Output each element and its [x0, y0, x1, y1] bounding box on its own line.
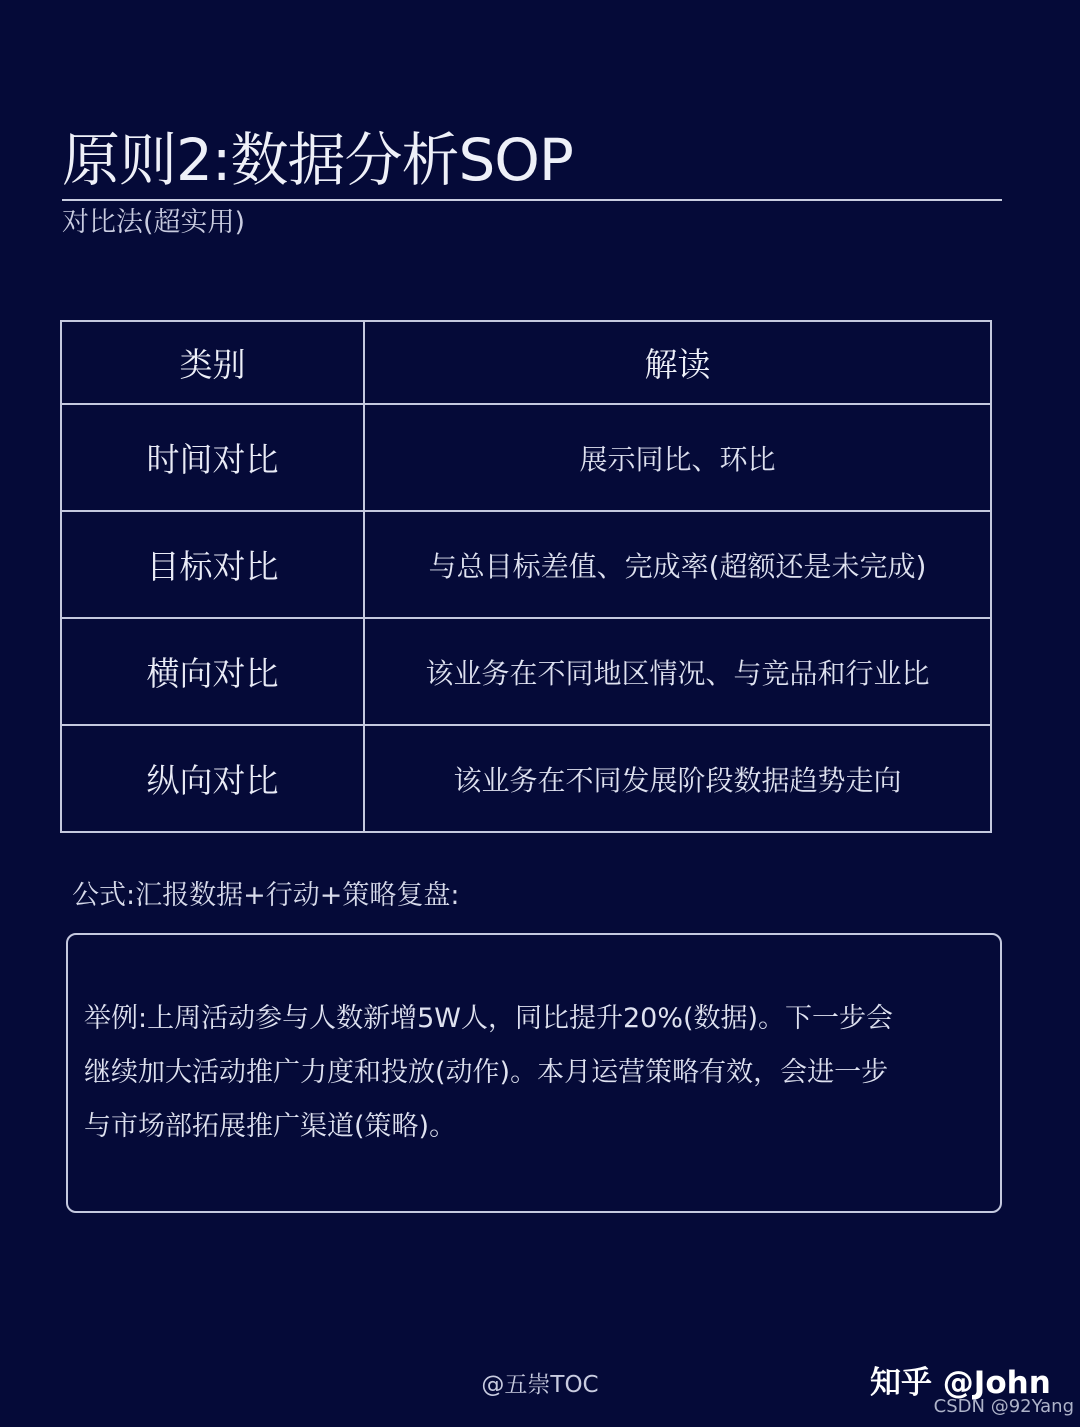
table-header-row — [62, 322, 990, 405]
header-description: 解读 — [644, 345, 711, 384]
row-description: 该业务在不同发展阶段数据趋势走向 — [453, 763, 902, 797]
header-category: 类别 — [62, 322, 365, 403]
title-divider — [62, 199, 1002, 201]
table-row — [62, 726, 990, 831]
example-line: 与市场部拓展推广渠道(策略)。 — [84, 1111, 457, 1142]
csdn-watermark: CSDN @92Yang — [933, 1396, 1074, 1417]
row-category: 纵向对比 — [62, 726, 365, 831]
formula-text: 公式:汇报数据+行动+策略复盘: — [72, 880, 460, 911]
comparison-table — [60, 320, 992, 833]
row-category: 目标对比 — [62, 512, 365, 617]
example-line: 举例:上周活动参与人数新增5W人，同比提升20%(数据)。下一步会 — [84, 1003, 894, 1034]
table-row — [62, 512, 990, 619]
page-title: 原则2:数据分析SOP — [62, 126, 573, 194]
row-description: 展示同比、环比 — [579, 442, 776, 476]
row-category: 时间对比 — [62, 405, 365, 510]
row-category: 横向对比 — [62, 619, 365, 724]
row-description: 与总目标差值、完成率(超额还是未完成) — [428, 549, 927, 583]
example-line: 继续加大活动推广力度和投放(动作)。本月运营策略有效，会进一步 — [84, 1057, 889, 1088]
table-row — [62, 619, 990, 726]
author-credit: @五崇TOC — [481, 1372, 599, 1398]
zhihu-watermark: 知乎 @John — [870, 1365, 1051, 1401]
example-text — [84, 992, 984, 1154]
page-subtitle: 对比法(超实用) — [62, 207, 246, 238]
row-description: 该业务在不同地区情况、与竞品和行业比 — [425, 656, 930, 690]
table-row — [62, 405, 990, 512]
